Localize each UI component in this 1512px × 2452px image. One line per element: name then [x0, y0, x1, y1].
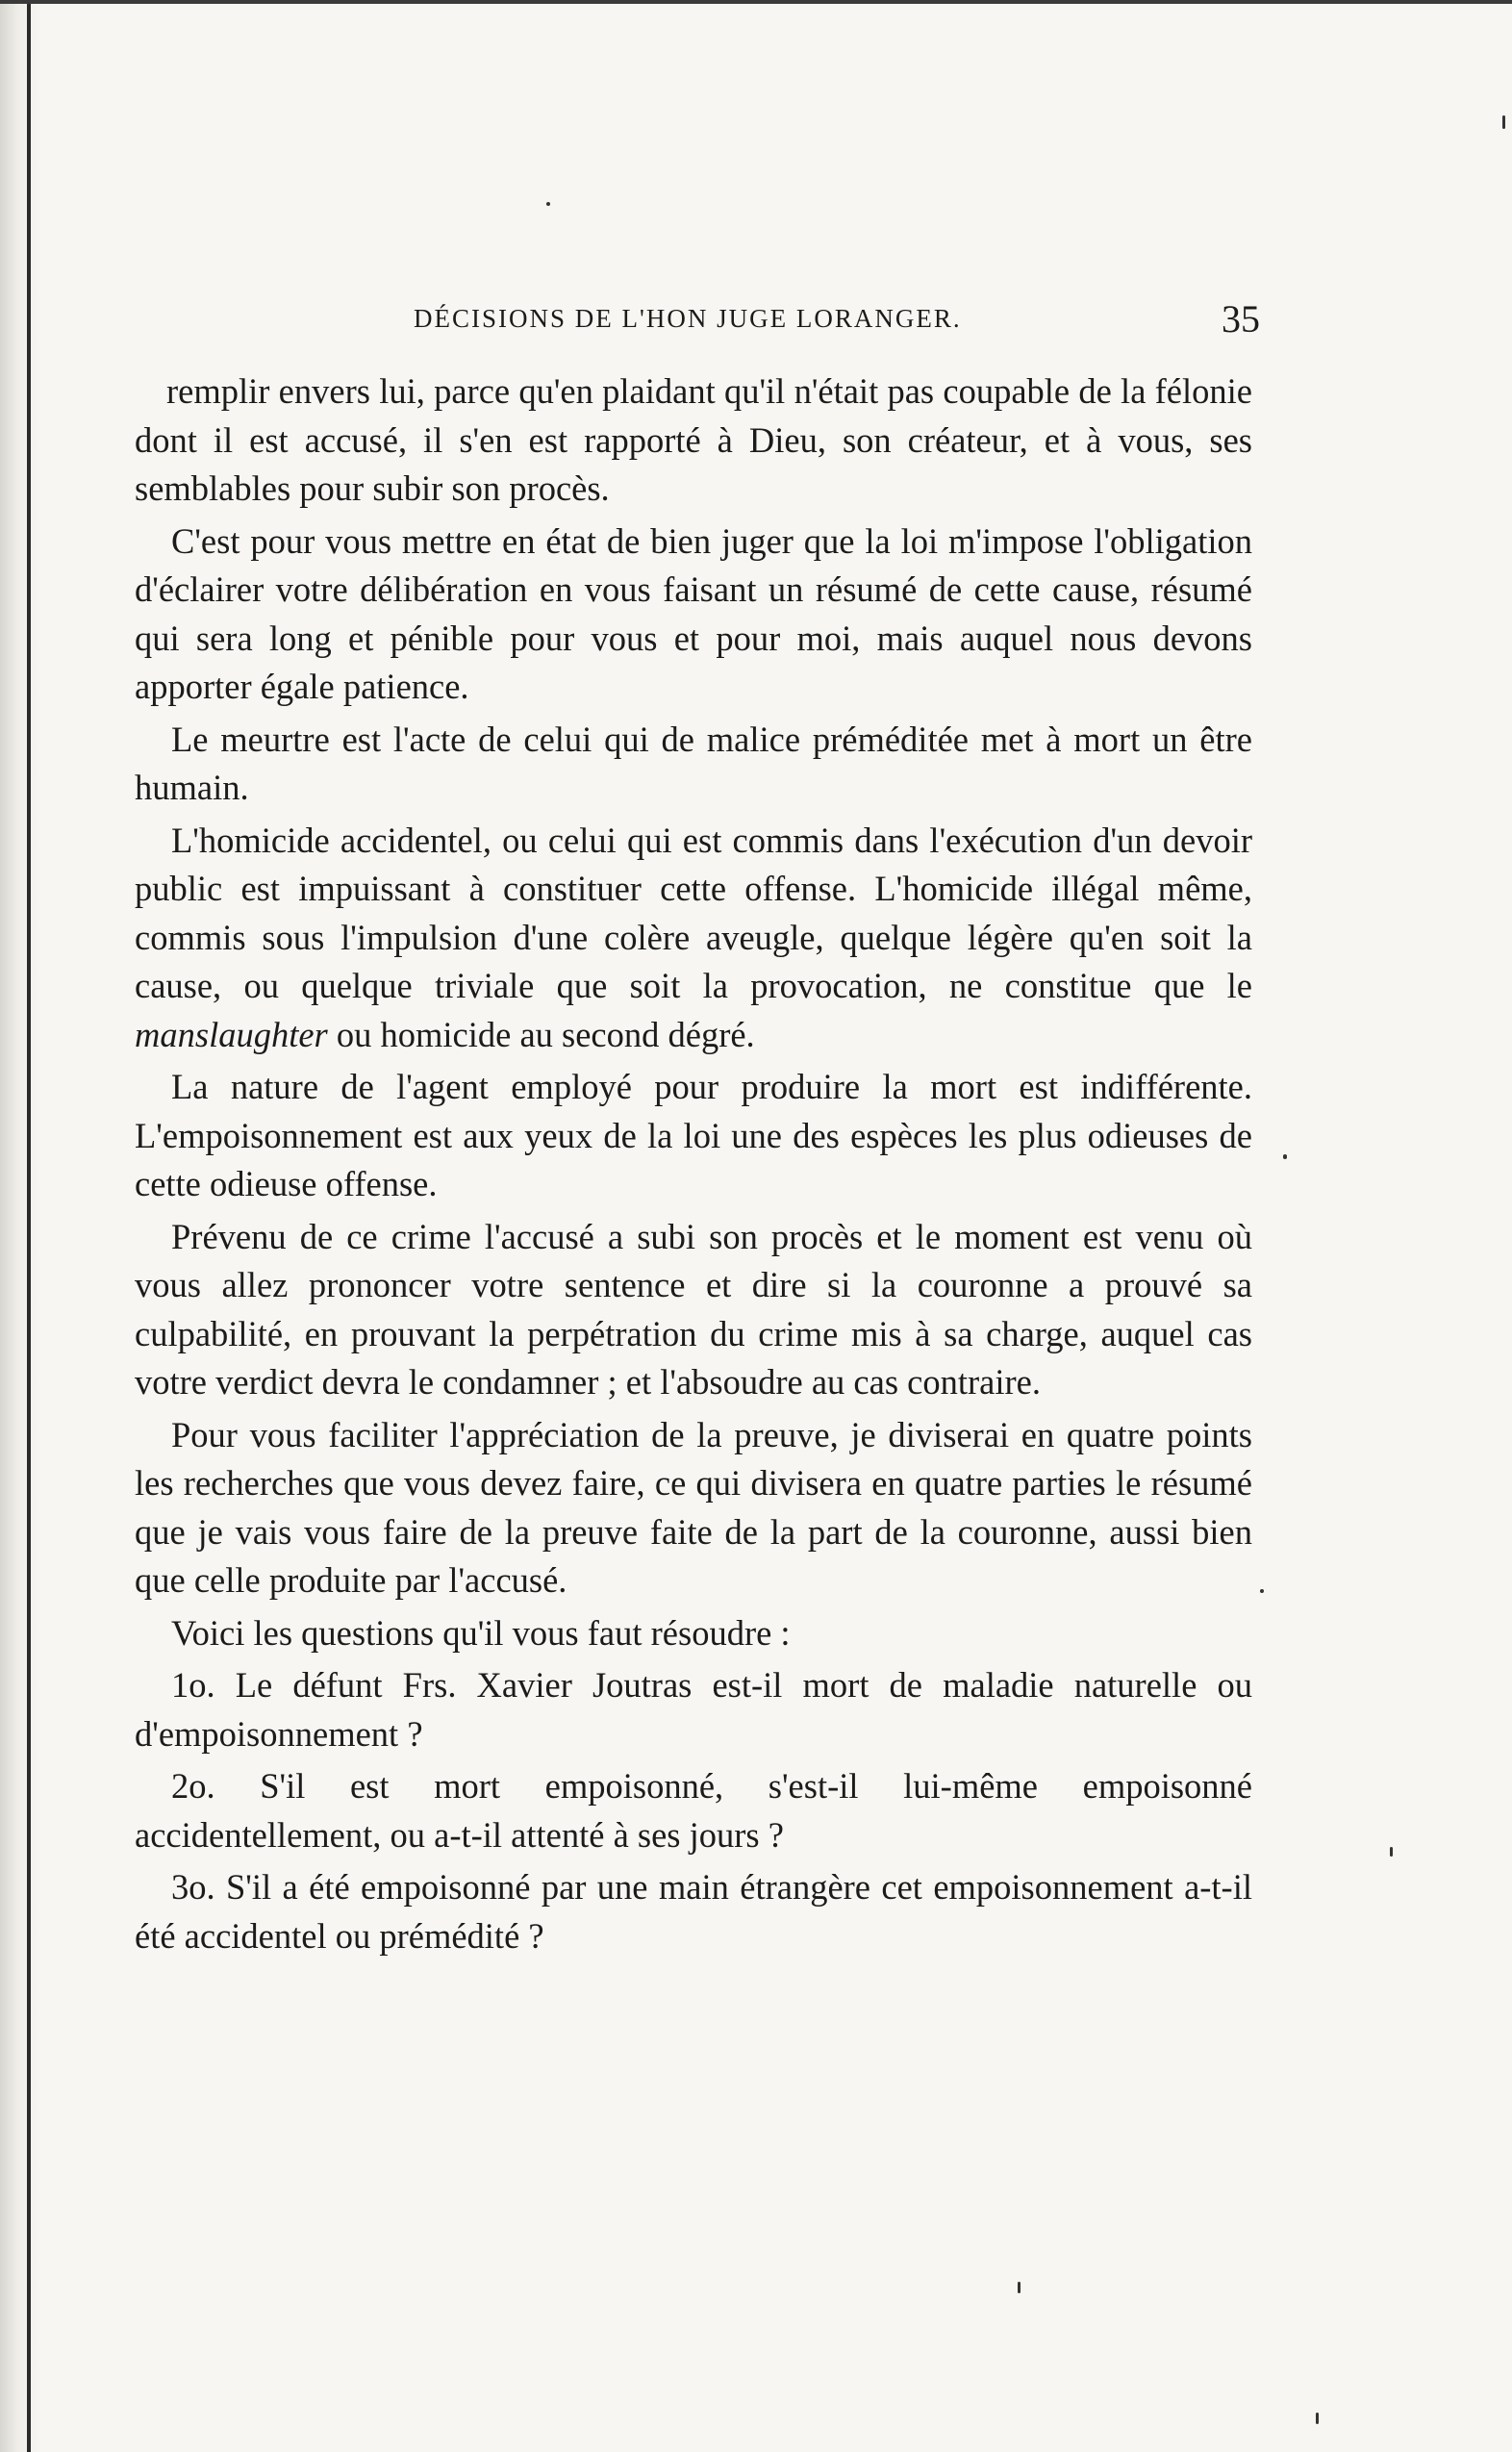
scan-speck — [546, 202, 550, 206]
scan-speck — [1502, 115, 1505, 129]
scan-speck — [1260, 1589, 1264, 1593]
question-1: 1o. Le défunt Frs. Xavier Joutras est-il mort de maladie naturelle ou d'empoisonnement ? — [135, 1665, 1252, 1754]
paragraph-4-tail: ou homicide au second dégré. — [327, 1014, 755, 1054]
scan-speck — [1283, 1154, 1287, 1159]
paragraph-4-text: L'homicide accidentel, ou celui qui est commis dans l'exécution d'un devoir public est impuissant à constituer cette offense. L'homicide illégal même, commis sous l'impulsion d'une colère aveugle, quelque légère qu'en soit la cause, ou quelque triviale que soit la provocation, ne constitue que le — [135, 820, 1252, 1005]
manslaughter-term: manslaughter — [135, 1014, 328, 1054]
paragraph-6: Prévenu de ce crime l'accusé a subi son procès et le moment est venu où vous allez prononcer votre sentence et dire si la couronne a prouvé sa culpabilité, en prouvant la perpétration du crime mis à sa charge, auquel cas votre verdict devra le condamner ; et l'absoudre au cas contraire. — [135, 1216, 1252, 1402]
body-text — [135, 367, 1252, 1964]
paragraph-5: La nature de l'agent employé pour produire la mort est indifférente. L'empoisonnement est aux yeux de la loi une des espèces les plus odieuses de cette odieuse offense. — [135, 1067, 1252, 1203]
paragraph-2: C'est pour vous mettre en état de bien juger que la loi m'impose l'obligation d'éclairer votre délibération en vous faisant un résumé de cette cause, résumé qui sera long et pénible pour vous et pour moi, mais auquel nous devons apporter égale patience. — [135, 520, 1252, 706]
paragraph-1: remplir envers lui, parce qu'en plaidant qu'il n'était pas coupable de la félonie dont il est accusé, il s'en est rapporté à Dieu, son créateur, et à vous, ses semblables pour subir son procès. — [135, 371, 1252, 508]
scan-speck — [1018, 2282, 1021, 2293]
paragraph-7: Pour vous faciliter l'appréciation de la preuve, je diviserai en quatre points les recherches que vous devez faire, ce qui divisera en quatre parties le résumé que je vais vous faire de la preuve faite de la part de la couronne, aussi bien que celle produite par l'accusé. — [135, 1414, 1252, 1600]
paragraph-3: Le meurtre est l'acte de celui qui de malice préméditée met à mort un être humain. — [135, 719, 1252, 807]
top-edge-line — [0, 0, 1512, 4]
scan-speck — [1390, 1847, 1393, 1857]
paragraph-4 — [135, 817, 1252, 1060]
paragraph-8: Voici les questions qu'il vous faut résoudre : — [171, 1612, 791, 1653]
scan-speck — [1316, 2413, 1319, 2424]
question-3: 3o. S'il a été empoisonné par une main étrangère cet empoisonnement a-t-il été accidentel ou prémédité ? — [135, 1867, 1252, 1956]
page-binding-edge — [0, 0, 40, 2452]
question-2: 2o. S'il est mort empoisonné, s'est-il lui-même empoisonné accidentellement, ou a-t-il attenté à ses jours ? — [135, 1766, 1252, 1855]
binding-line — [27, 0, 31, 2452]
page-header — [414, 296, 1260, 354]
page-number: 35 — [1222, 297, 1260, 341]
running-title: DÉCISIONS DE L'HON JUGE LORANGER. — [414, 304, 962, 333]
